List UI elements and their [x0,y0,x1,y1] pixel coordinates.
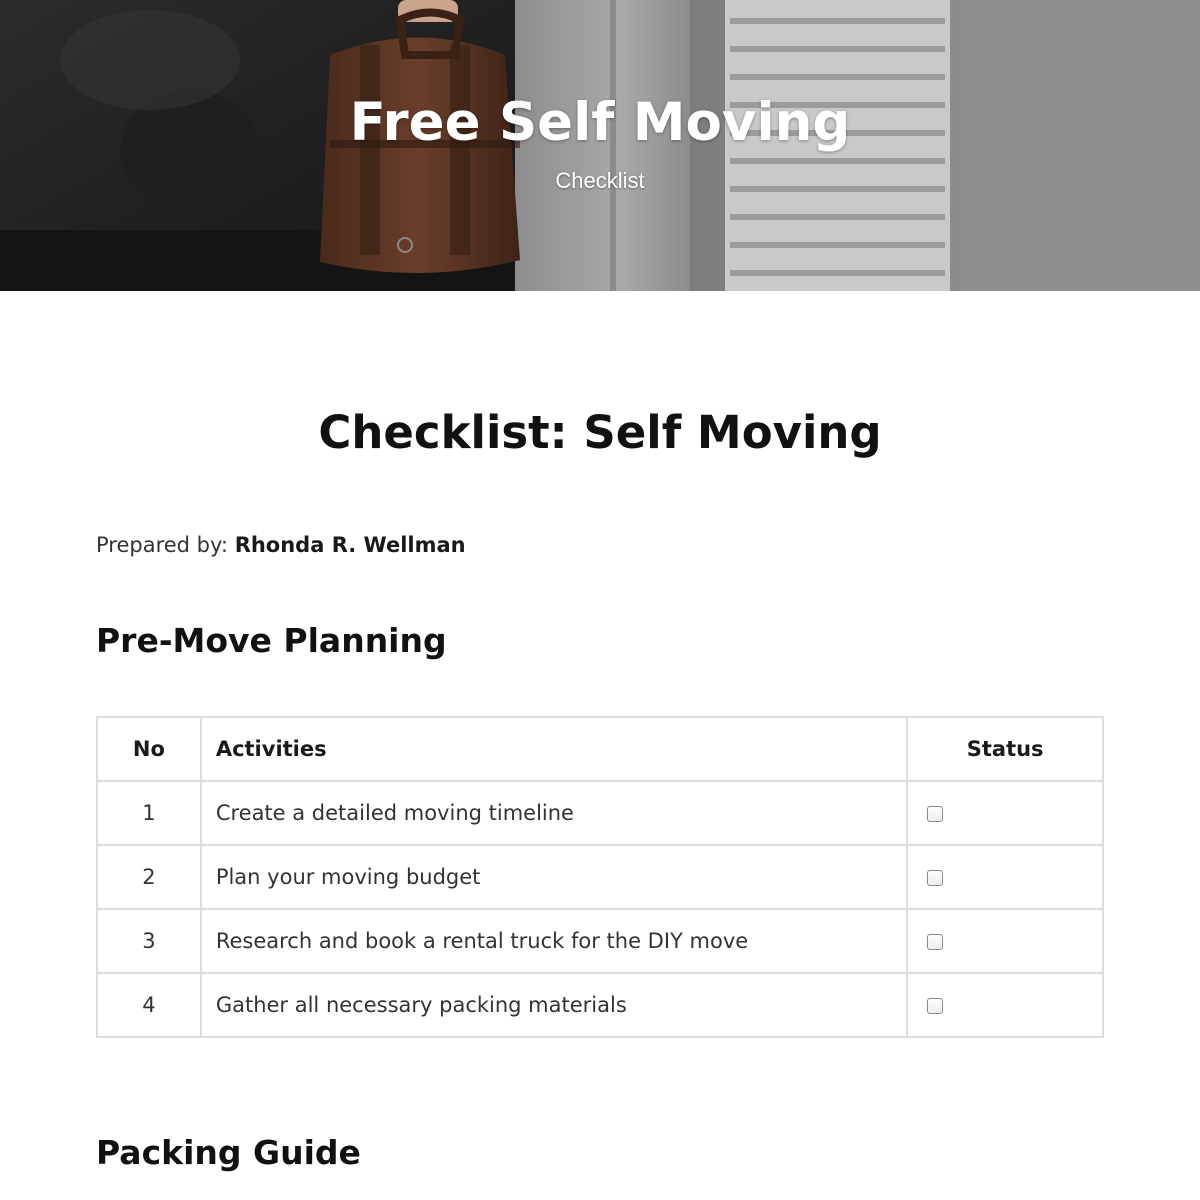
prepared-by-name: Rhonda R. Wellman [234,533,466,557]
row-status [907,973,1103,1037]
table-row [97,973,1103,1037]
row-status [907,909,1103,973]
prepared-by [96,533,466,557]
section-heading-packing-guide: Packing Guide [96,1133,361,1172]
row-activity: Create a detailed moving timeline [201,781,907,845]
hero-banner [0,0,1200,291]
prepared-by-label: Prepared by: [96,533,228,557]
row-number: 4 [97,973,201,1037]
row-status [907,845,1103,909]
section-heading-pre-move-planning: Pre-Move Planning [96,621,447,660]
row-activity: Gather all necessary packing materials [201,973,907,1037]
table-header-row [97,717,1103,781]
row-number: 2 [97,845,201,909]
column-header-no: No [97,717,201,781]
hero-title: Free Self Moving [349,92,851,153]
status-checkbox[interactable] [927,998,943,1014]
document-title: Checklist: Self Moving [318,406,882,459]
status-checkbox[interactable] [927,870,943,886]
row-activity: Research and book a rental truck for the DIY move [201,909,907,973]
table-row [97,845,1103,909]
column-header-activities: Activities [201,717,907,781]
row-activity: Plan your moving budget [201,845,907,909]
status-checkbox[interactable] [927,806,943,822]
status-checkbox[interactable] [927,934,943,950]
checklist-table [96,716,1104,1038]
hero-subtitle: Checklist [555,168,645,193]
column-header-status: Status [907,717,1103,781]
row-status [907,781,1103,845]
table-row [97,781,1103,845]
row-number: 3 [97,909,201,973]
table-row [97,909,1103,973]
row-number: 1 [97,781,201,845]
